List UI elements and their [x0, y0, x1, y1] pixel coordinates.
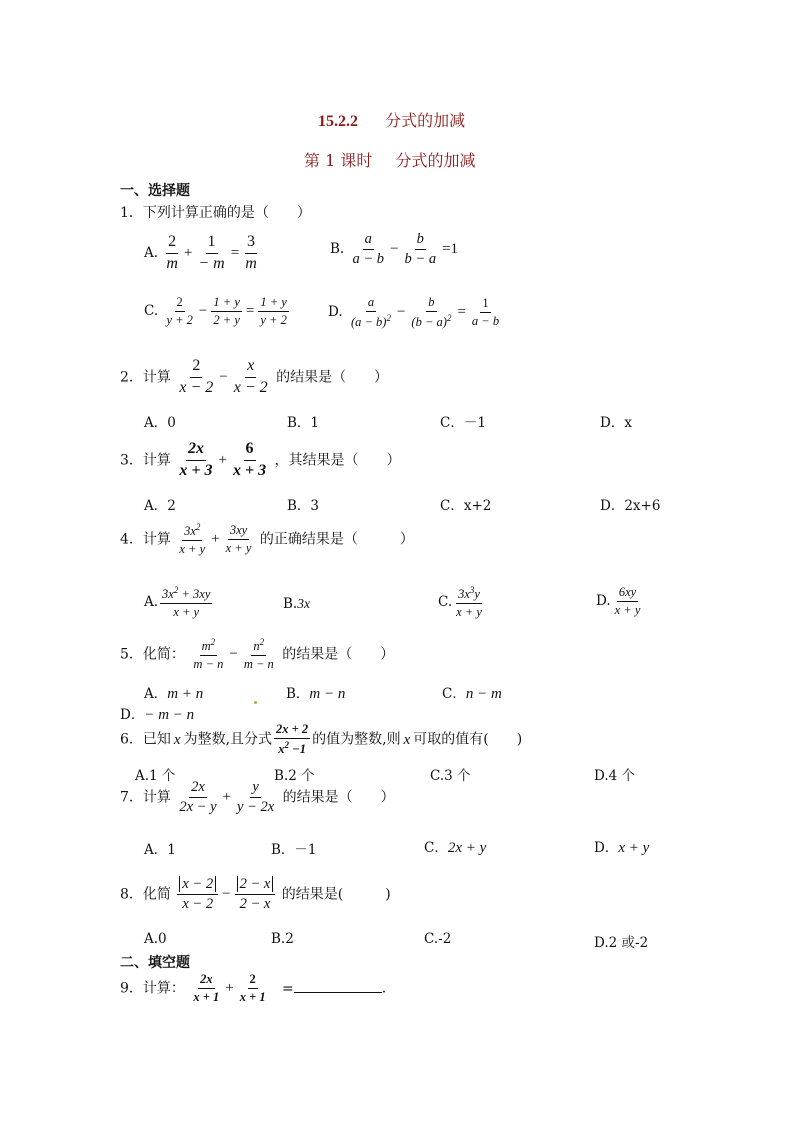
fraction: $\frac{n^2}{m - n}$: [243, 637, 274, 672]
fraction: $\frac{3xy}{x + y}$: [225, 523, 252, 556]
lesson-title: [304, 148, 475, 171]
fraction: $\frac{a}{(a - b)^2}$: [350, 295, 391, 330]
fraction: $\frac{2x}{2x - y}$: [179, 779, 217, 816]
question-1-option-b: B. $\frac{a}{a - b}$ − $\frac{b}{b - a}$ =1: [330, 231, 459, 268]
fraction: $\frac{y}{y - 2x}$: [237, 779, 275, 816]
question-6-option-b: B.2 个: [274, 768, 315, 784]
question-5-option-d: D．− m − n: [120, 707, 195, 723]
fraction: $\frac{1}{- m}$: [198, 233, 225, 272]
question-4-option-d: D. $\frac{6xy}{x + y}$: [596, 585, 641, 618]
question-3-stem: 3．计算 $\frac{2x}{x + 3}$ + $\frac{6}{x + 3}$ ，其结果是（ ）: [120, 440, 401, 479]
fraction: $\frac{2x}{x + 3}$: [179, 440, 213, 479]
fraction: $\frac{1 + y}{y + 2}$: [260, 295, 287, 328]
question-4-stem: 4．计算 $\frac{3x^2}{x + y}$ + $\frac{3xy}{x + y}$ 的正确结果是（ ）: [120, 522, 414, 557]
section-title: [318, 108, 465, 131]
question-4-option-c: C. $\frac{3x^3y}{x + y}$: [438, 585, 482, 620]
lesson-number: 第 1 课时: [304, 151, 373, 170]
question-2-option-b: B．1: [287, 415, 320, 431]
question-7-stem: 7．计算 $\frac{2x}{2x - y}$ + $\frac{y}{y - 2x}$ 的结果是（ ）: [120, 779, 395, 816]
question-5-option-b: B．m − n: [286, 686, 346, 702]
question-6-option-c: C.3 个: [430, 768, 471, 784]
fraction: $\frac{6}{x + 3}$: [232, 440, 267, 479]
question-7-option-d: D．x + y: [594, 840, 650, 856]
fraction: $\frac{3x^2 + 3xy}{x + y}$: [162, 585, 211, 620]
fraction: $\frac{b}{b - a}$: [404, 231, 437, 268]
question-2-option-d: D．x: [600, 415, 632, 431]
question-2-option-a: A．0: [144, 415, 176, 431]
fraction: $\frac{2}{y + 2}$: [166, 295, 193, 328]
section-title-text: 分式的加减: [385, 111, 466, 130]
question-2-option-c: C．－1: [440, 415, 486, 431]
question-8-option-b: B.2: [271, 931, 294, 947]
question-4-option-a: A. $\frac{3x^2 + 3xy}{x + y}$: [144, 585, 211, 620]
fraction: $\frac{3x^2}{x + y}$: [179, 522, 206, 557]
fraction: $\frac{3}{m}$: [245, 233, 257, 272]
question-3-option-d: D．2x+6: [600, 498, 661, 514]
question-6-stem: 6．已知 x 为整数,且分式 $\frac{2x + 2}{x^2 -1}$ 的值为整数,则 x 可取的值有( ): [120, 722, 523, 757]
question-8-option-c: C.-2: [424, 931, 452, 947]
question-8-option-a: A.0: [144, 931, 167, 947]
question-1-option-d: D. $\frac{a}{(a - b)^2}$ − $\frac{b}{(b - a)^2}$ = $\frac{1}{a - b}$: [328, 295, 500, 330]
question-7-option-a: A．1: [144, 842, 176, 858]
fraction: $\frac{2}{x + 1}$: [239, 972, 266, 1005]
question-1-option-c: C. $\frac{2}{y + 2}$ − $\frac{1 + y}{2 + y}$ = $\frac{1 + y}{y + 2}$: [144, 295, 287, 328]
question-5-stem: 5．化简： $\frac{m^2}{m - n}$ − $\frac{n^2}{m - n}$ 的结果是（ ）: [120, 637, 395, 672]
question-1-option-a: A. $\frac{2}{m}$ + $\frac{1}{- m}$ = $\frac{3}{m}$: [144, 233, 257, 272]
fraction: $\frac{2}{x - 2}$: [179, 357, 214, 396]
fraction: $\frac{b}{(b - a)^2}$: [411, 295, 452, 330]
question-9-stem: 9．计算： $\frac{2x}{x + 1}$ + $\frac{2}{x + 1}$ = .: [120, 972, 387, 1005]
decorative-dot: [254, 692, 257, 708]
question-7-option-b: B．－1: [271, 842, 317, 858]
fraction: $\frac{x - 2}{x - 2}$: [177, 877, 218, 912]
section-number: 15.2.2: [318, 113, 358, 130]
question-6-option-a: A.1 个: [135, 768, 176, 784]
question-4-option-b: B.3x: [283, 596, 310, 612]
fraction: $\frac{3x^3y}{x + y}$: [456, 585, 482, 620]
question-8-stem: 8．化简 $\frac{x - 2}{x - 2}$ − $\frac{2 - x}{2 - x}$ 的结果是( ): [120, 876, 391, 913]
section-heading-choice: 一、选择题: [120, 183, 190, 199]
section-heading-fill: 二、填空题: [120, 955, 190, 971]
answer-blank[interactable]: [294, 992, 382, 993]
lesson-title-text: 分式的加减: [395, 151, 476, 170]
fraction: $\frac{2}{m}$: [166, 233, 178, 272]
fraction: $\frac{1}{a - b}$: [471, 296, 500, 329]
fraction: $\frac{x}{x - 2}$: [233, 357, 268, 396]
question-3-option-c: C．x+2: [440, 498, 492, 514]
question-3-option-b: B．3: [287, 498, 320, 514]
question-7-option-c: C．2x + y: [424, 840, 487, 856]
question-6-option-d: D.4 个: [594, 768, 636, 784]
fraction: $\frac{m^2}{m - n}$: [193, 637, 224, 672]
question-2-stem: 2．计算 $\frac{2}{x - 2}$ − $\frac{x}{x - 2}$ 的结果是（ ）: [120, 357, 389, 396]
question-5-option-a: A．m + n: [144, 686, 204, 702]
fraction: $\frac{2x}{x + 1}$: [193, 972, 220, 1005]
fraction: $\frac{1 + y}{2 + y}$: [213, 295, 240, 328]
question-8-option-d: D.2 或-2: [594, 935, 649, 951]
fraction: $\frac{a}{a - b}$: [352, 231, 385, 268]
question-5-option-c: C．n − m: [442, 686, 502, 702]
fraction: $\frac{2 - x}{2 - x}$: [235, 877, 276, 912]
fraction: $\frac{6xy}{x + y}$: [614, 585, 641, 618]
question-1-stem: 1．下列计算正确的是（ ）: [120, 205, 311, 221]
fraction: $\frac{2x + 2}{x^2 -1}$: [276, 722, 309, 757]
question-3-option-a: A．2: [144, 498, 176, 514]
